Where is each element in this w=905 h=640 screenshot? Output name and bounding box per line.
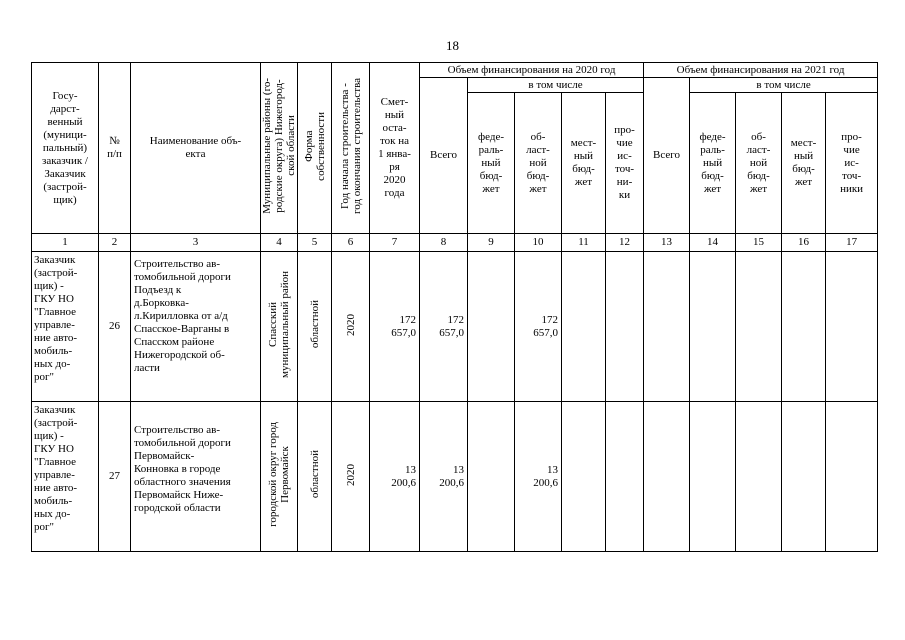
header-local-2020: мест- ный бюд- жет	[562, 93, 606, 234]
column-number: 17	[826, 234, 878, 252]
page-number: 18	[446, 38, 459, 53]
row-total-2020: 172 657,0	[420, 252, 468, 402]
column-number: 8	[420, 234, 468, 252]
row-years-cell	[332, 252, 370, 402]
header-years-cell	[332, 63, 370, 234]
column-number: 15	[736, 234, 782, 252]
row-federal-2021	[690, 402, 736, 552]
header-fin-2021: Объем финансирования на 2021 год	[644, 63, 878, 78]
row-total-2021	[644, 252, 690, 402]
header-local-2021: мест- ный бюд- жет	[782, 93, 826, 234]
column-number: 12	[606, 234, 644, 252]
table-row	[32, 402, 878, 552]
header-districts: Муниципальные районы (го- родские округа) Нижегород- ской области	[261, 78, 297, 214]
row-ownership-cell	[298, 252, 332, 402]
row-customer: Заказчик (застрой- щик) - ГКУ НО "Главное управле- ние авто- мобиль- ных до- рог"	[32, 252, 99, 402]
column-number: 10	[515, 234, 562, 252]
header-num: № п/п	[99, 63, 131, 234]
row-ownership: областной	[308, 450, 321, 499]
row-years: 2020	[344, 313, 357, 336]
row-local-2020	[562, 402, 606, 552]
header-federal-2020: феде- раль- ный бюд- жет	[468, 93, 515, 234]
header-total-2021: Всего	[644, 78, 690, 234]
column-number: 7	[370, 234, 420, 252]
column-number: 16	[782, 234, 826, 252]
row-federal-2021	[690, 252, 736, 402]
column-number: 2	[99, 234, 131, 252]
header-remaining: Смет- ный остa- ток на 1 янва- ря 2020 года	[370, 63, 420, 234]
row-object-name: Строительство ав- томобильной дороги Подъезд к д.Борковка- л.Кирилловка от а/д Спасское-Варганы в Спасском районе Нижегородской об- ласти	[131, 252, 261, 402]
column-number: 3	[131, 234, 261, 252]
row-other-2021	[826, 402, 878, 552]
column-number: 1	[32, 234, 99, 252]
column-number: 5	[298, 234, 332, 252]
header-including-2021: в том числе	[690, 78, 878, 93]
row-district: городской округ город Первомайск	[267, 422, 291, 527]
column-number: 9	[468, 234, 515, 252]
row-other-2020	[606, 252, 644, 402]
header-total-2020: Всего	[420, 78, 468, 234]
header-years: Год начала строительства - год окончания строительства	[338, 78, 363, 214]
header-ownership: Форма собственности	[302, 111, 327, 181]
column-number: 6	[332, 234, 370, 252]
row-federal-2020	[468, 402, 515, 552]
header-districts-cell	[261, 63, 298, 234]
row-years: 2020	[344, 463, 357, 486]
row-total-2021	[644, 402, 690, 552]
header-customer: Госу- дарст- венный (муници- пальный) заказчик / Заказчик (застрой- щик)	[32, 63, 99, 234]
header-regional-2020: об- ласт- ной бюд- жет	[515, 93, 562, 234]
row-num: 26	[99, 252, 131, 402]
financing-table	[31, 62, 878, 552]
header-regional-2021: об- ласт- ной бюд- жет	[736, 93, 782, 234]
column-number: 11	[562, 234, 606, 252]
header-row-1	[32, 63, 878, 78]
header-object-name: Наименование объ- екта	[131, 63, 261, 234]
row-regional-2021	[736, 402, 782, 552]
row-remaining: 172 657,0	[370, 252, 420, 402]
row-local-2021	[782, 252, 826, 402]
column-number: 4	[261, 234, 298, 252]
row-total-2020: 13 200,6	[420, 402, 468, 552]
header-other-2020: про- чие ис- точ- ни- ки	[606, 93, 644, 234]
row-num: 27	[99, 402, 131, 552]
row-ownership: областной	[308, 300, 321, 349]
row-district-cell	[261, 252, 298, 402]
row-regional-2020: 13 200,6	[515, 402, 562, 552]
row-customer: Заказчик (застрой- щик) - ГКУ НО "Главное управле- ние авто- мобиль- ных до- рог"	[32, 402, 99, 552]
row-local-2021	[782, 402, 826, 552]
header-including-2020: в том числе	[468, 78, 644, 93]
row-other-2020	[606, 402, 644, 552]
row-object-name: Строительство ав- томобильной дороги Первомайск- Конновка в городе областного значения Первомайск Ниже- городской области	[131, 402, 261, 552]
row-years-cell	[332, 402, 370, 552]
header-fin-2020: Объем финансирования на 2020 год	[420, 63, 644, 78]
header-ownership-cell	[298, 63, 332, 234]
row-local-2020	[562, 252, 606, 402]
row-district: Спасский муниципальный район	[267, 271, 291, 378]
row-regional-2020: 172 657,0	[515, 252, 562, 402]
row-district-cell	[261, 402, 298, 552]
row-remaining: 13 200,6	[370, 402, 420, 552]
row-regional-2021	[736, 252, 782, 402]
column-number: 14	[690, 234, 736, 252]
row-federal-2020	[468, 252, 515, 402]
header-federal-2021: феде- раль- ный бюд- жет	[690, 93, 736, 234]
header-other-2021: про- чие ис- точ- ники	[826, 93, 878, 234]
table-row	[32, 252, 878, 402]
row-other-2021	[826, 252, 878, 402]
column-number: 13	[644, 234, 690, 252]
row-ownership-cell	[298, 402, 332, 552]
column-numbers-row	[32, 234, 878, 252]
